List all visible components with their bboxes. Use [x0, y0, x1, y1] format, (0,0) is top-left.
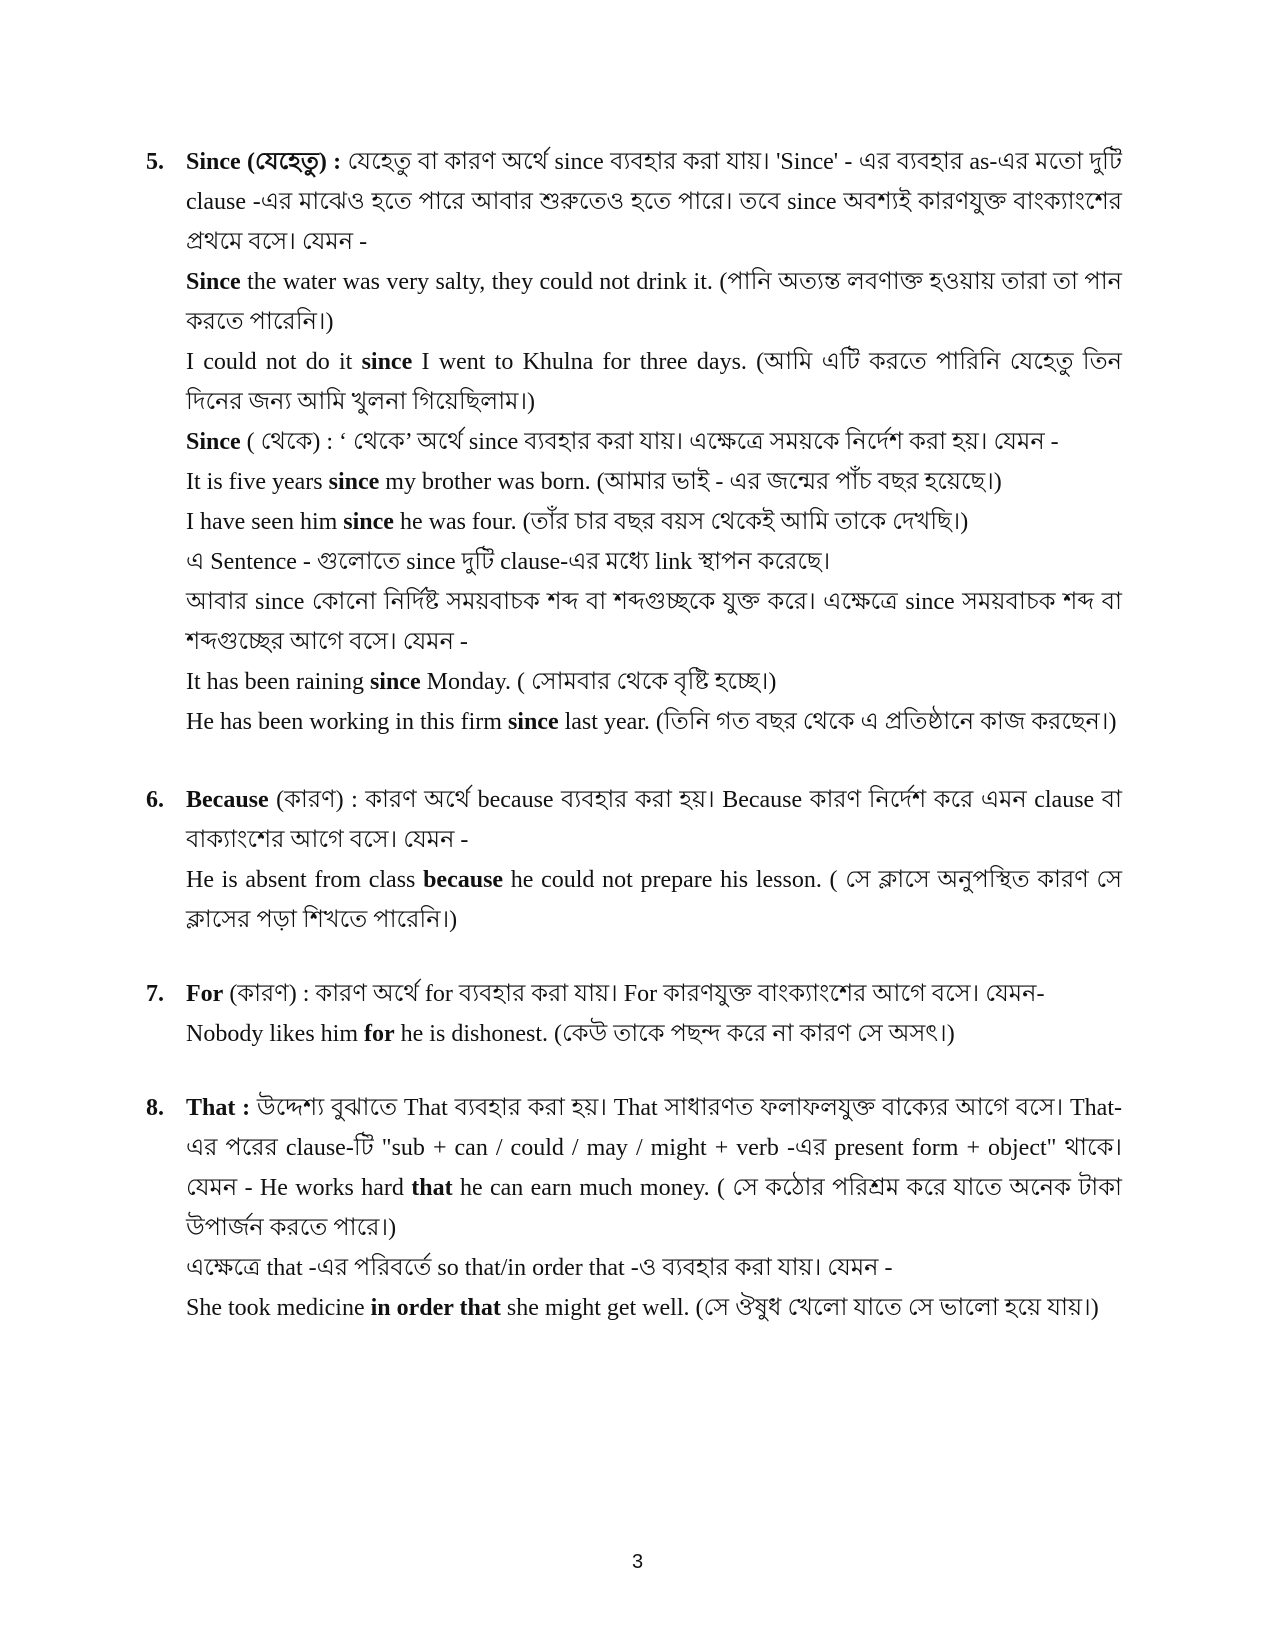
text-run: উদ্দেশ্য বুঝাতে That ব্যবহার করা হয়। That সাধারণত ফলাফলযুক্ত বাক্যের আগে বসে। That-এর পরের clause-টি "sub + can / could / may / might + verb -এর present form + object" থাকে। যেমন - He works hard: [186, 1095, 1122, 1201]
section-8: [146, 1088, 1122, 1328]
bold-keyword: For: [186, 981, 224, 1007]
bold-keyword: because: [423, 867, 504, 893]
bold-keyword: Since (যেহেতু) :: [186, 149, 342, 175]
text-run: he was four. (তাঁর চার বছর বয়স থেকেই আমি তাকে দেখছি।): [393, 509, 969, 535]
bold-keyword: since: [507, 709, 559, 735]
page-number: 3: [631, 1551, 644, 1573]
bold-keyword: since: [343, 509, 394, 535]
paragraph: [186, 142, 1122, 262]
paragraph: [186, 1088, 1122, 1248]
paragraph: [186, 1014, 1122, 1054]
paragraph: [186, 702, 1122, 742]
paragraph: [186, 860, 1122, 940]
paragraph: [186, 342, 1122, 422]
bold-keyword: Since: [186, 429, 241, 455]
document-body: [146, 142, 1122, 1328]
bold-keyword: in order that: [370, 1295, 501, 1321]
section-6: [146, 780, 1122, 940]
paragraph: [186, 1248, 1122, 1288]
bold-keyword: Because: [186, 787, 269, 813]
text-run: Nobody likes him: [186, 1021, 364, 1047]
text-run: আবার since কোনো নির্দিষ্ট সময়বাচক শব্দ বা শব্দগুচ্ছকে যুক্ত করে। এক্ষেত্রে since সময়বাচক শব্দ বা শব্দগুচ্ছের আগে বসে। যেমন -: [186, 589, 1122, 655]
text-run: I have seen him: [186, 509, 344, 535]
text-run: ( থেকে) : ‘ থেকে’ অর্থে since ব্যবহার করা যায়। এক্ষেত্রে সময়কে নির্দেশ করা হয়। যেমন -: [240, 429, 1059, 455]
paragraph: [186, 1288, 1122, 1328]
text-run: He has been working in this firm: [186, 709, 508, 735]
text-run: She took medicine: [186, 1295, 371, 1321]
text-run: he can earn much money. ( সে কঠোর পরিশ্রম করে যাতে অনেক টাকা উপার্জন করতে পারে।): [186, 1175, 1122, 1241]
text-run: she might get well. (সে ঔষুধ খেলো যাতে সে ভালো হয়ে যায়।): [500, 1295, 1099, 1321]
section-number: 5.: [146, 149, 164, 175]
text-run: এক্ষেত্রে that -এর পরিবর্তে so that/in order that -ও ব্যবহার করা যায়। যেমন -: [186, 1255, 893, 1281]
bold-keyword: since: [361, 349, 413, 375]
bold-keyword: That :: [186, 1095, 251, 1121]
paragraph: [186, 662, 1122, 702]
text-run: এ Sentence - গুলোতে since দুটি clause-এর মধ্যে link স্থাপন করেছে।: [186, 549, 831, 575]
text-run: last year. (তিনি গত বছর থেকে এ প্রতিষ্ঠানে কাজ করছেন।): [558, 709, 1117, 735]
text-run: যেহেতু বা কারণ অর্থে since ব্যবহার করা যায়। 'Since' - এর ব্যবহার as-এর মতো দুটি clause -এর মাঝেও হতে পারে আবার শুরুতেও হতে পারে। তবে since অবশ্যই কারণযুক্ত বাংক্যাংশের প্রথমে বসে। যেমন -: [186, 149, 1123, 255]
paragraph: [186, 582, 1122, 662]
paragraph: [186, 462, 1122, 502]
section-number: 8.: [146, 1095, 164, 1121]
paragraph: [186, 502, 1122, 542]
text-run: It is five years: [186, 469, 329, 495]
text-run: I could not do it: [186, 349, 362, 375]
text-run: It has been raining: [186, 669, 370, 695]
paragraph: [186, 422, 1122, 462]
text-run: he could not prepare his lesson. ( সে ক্লাসে অনুপস্থিত কারণ সে ক্লাসের পড়া শিখতে পারেনি।): [186, 867, 1123, 933]
bold-keyword: for: [364, 1021, 395, 1047]
paragraph: [186, 780, 1122, 860]
text-run: the water was very salty, they could not drink it. (পানি অত্যন্ত লবণাক্ত হওয়ায় তারা তা পান করতে পারেনি।): [186, 269, 1122, 335]
text-run: (কারণ) : কারণ অর্থে because ব্যবহার করা হয়। Because কারণ নির্দেশ করে এমন clause বা বাক্যাংশের আগে বসে। যেমন -: [186, 787, 1122, 853]
bold-keyword: since: [369, 669, 421, 695]
text-run: I went to Khulna for three days. (আমি এটি করতে পারিনি যেহেতু তিন দিনের জন্য আমি খুলনা গিয়েছিলাম।): [186, 349, 1122, 415]
text-run: Monday. ( সোমবার থেকে বৃষ্টি হচ্ছে।): [420, 669, 777, 695]
section-number: 7.: [146, 981, 164, 1007]
paragraph: [186, 262, 1122, 342]
paragraph: [186, 974, 1122, 1014]
bold-keyword: since: [328, 469, 380, 495]
text-run: He is absent from class: [186, 867, 424, 893]
bold-keyword: Since: [186, 269, 241, 295]
text-run: (কারণ) : কারণ অর্থে for ব্যবহার করা যায়। For কারণযুক্ত বাংক্যাংশের আগে বসে। যেমন-: [223, 981, 1045, 1007]
section-7: [146, 974, 1122, 1054]
paragraph: [186, 542, 1122, 582]
text-run: he is dishonest. (কেউ তাকে পছন্দ করে না কারণ সে অসৎ।): [394, 1021, 955, 1047]
bold-keyword: that: [411, 1175, 453, 1201]
text-run: my brother was born. (আমার ভাই - এর জন্মের পাঁচ বছর হয়েছে।): [379, 469, 1002, 495]
section-5: [146, 142, 1122, 742]
section-number: 6.: [146, 787, 164, 813]
